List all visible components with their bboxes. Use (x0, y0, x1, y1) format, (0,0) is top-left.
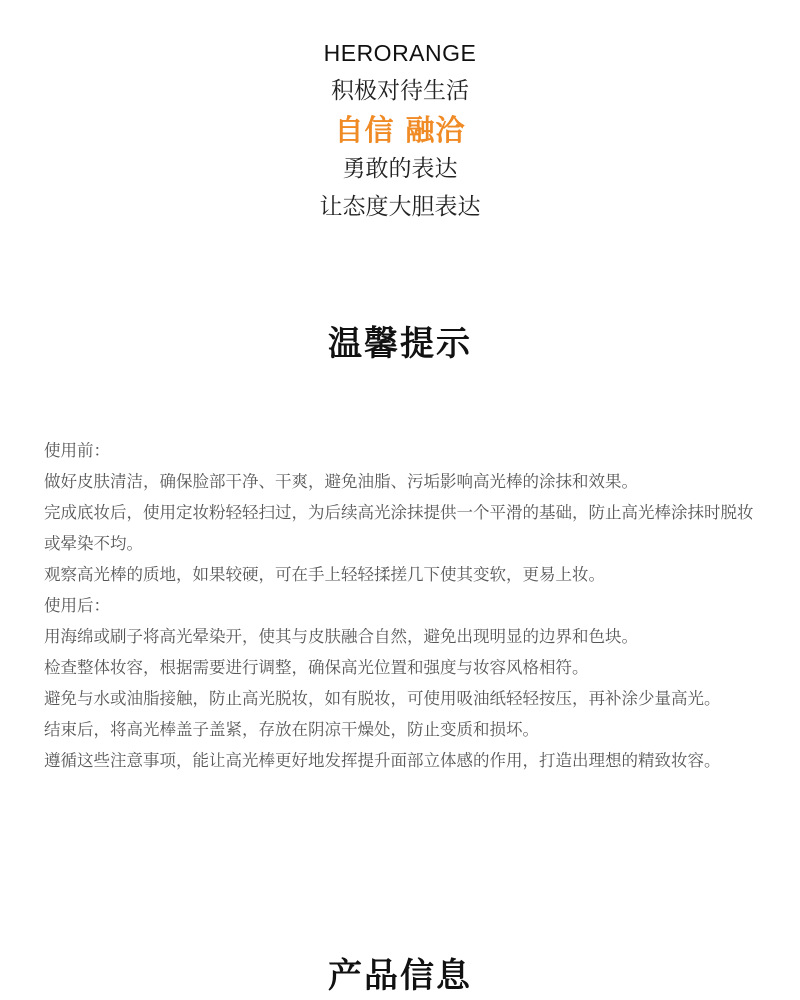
slogan-line-2: 勇敢的表达 (342, 156, 458, 182)
tips-paragraph: 做好皮肤清洁，确保脸部干净、干爽，避免油脂、污垢影响高光棒的涂抹和效果。 (44, 472, 638, 491)
slogan-line-3: 让态度大胆表达 (319, 194, 481, 220)
tips-paragraph: 遵循这些注意事项，能让高光棒更好地发挥提升面部立体感的作用，打造出理想的精致妆容。 (44, 751, 721, 770)
tips-paragraph: 完成底妆后，使用定妆粉轻轻扫过，为后续高光涂抹提供一个平滑的基础，防止高光棒涂抹时脱妆或晕染不均。 (44, 503, 754, 553)
product-info-heading: 产品信息 (328, 956, 472, 996)
tips-paragraph: 结束后，将高光棒盖子盖紧，存放在阴凉干燥处，防止变质和损坏。 (44, 720, 539, 739)
slogan-line-1: 积极对待生活 (331, 78, 469, 104)
tips-paragraph: 用海绵或刷子将高光晕染开，使其与皮肤融合自然，避免出现明显的边界和色块。 (44, 627, 638, 646)
slogan-accent: 自信 融洽 (334, 113, 466, 147)
tips-body (44, 435, 756, 776)
hero-slogan (0, 34, 800, 226)
tips-paragraph: 使用前： (44, 441, 110, 460)
tips-paragraph: 观察高光棒的质地，如果较硬，可在手上轻轻揉搓几下使其变软，更易上妆。 (44, 565, 605, 584)
tips-heading: 温馨提示 (328, 324, 472, 364)
brand-name: HERORANGE (323, 40, 477, 66)
tips-paragraph: 避免与水或油脂接触，防止高光脱妆，如有脱妆，可使用吸油纸轻轻按压，再补涂少量高光。 (44, 689, 721, 708)
tips-paragraph: 检查整体妆容，根据需要进行调整，确保高光位置和强度与妆容风格相符。 (44, 658, 589, 677)
tips-paragraph: 使用后： (44, 596, 110, 615)
